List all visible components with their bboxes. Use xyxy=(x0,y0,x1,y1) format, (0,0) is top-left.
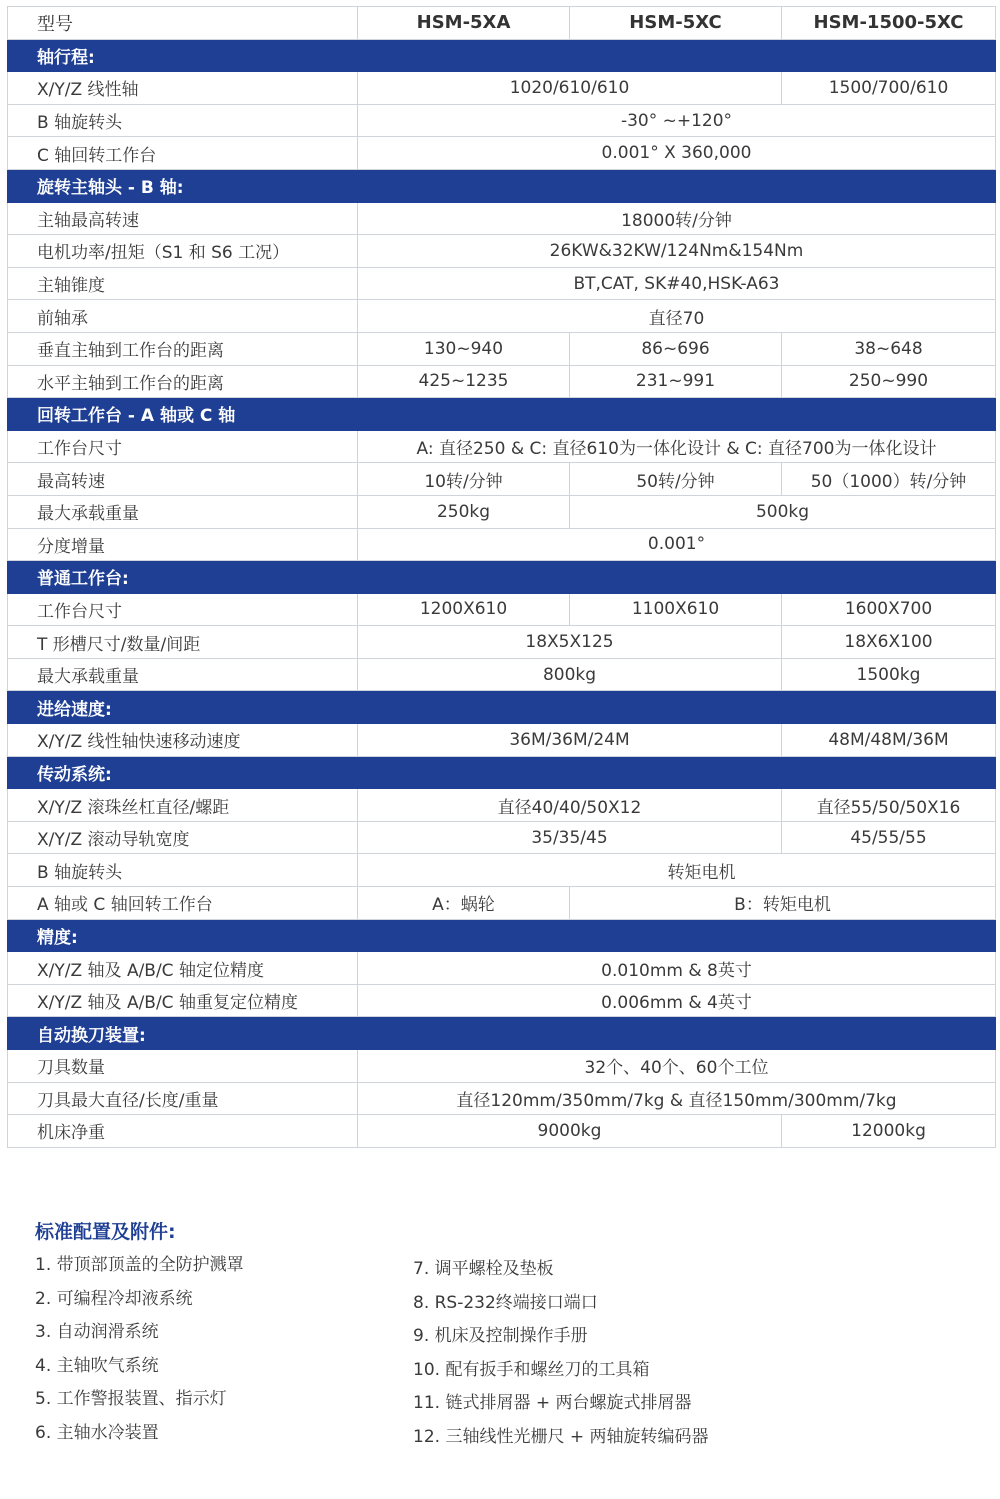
spec-table xyxy=(7,6,996,1148)
row-value: 18X6X100 xyxy=(782,626,996,659)
table-row xyxy=(8,463,996,496)
row-value: 26KW&32KW/124Nm&154Nm xyxy=(358,235,996,268)
header-row xyxy=(8,7,996,40)
section-title: 自动换刀装置: xyxy=(8,1017,996,1050)
table-row xyxy=(8,430,996,463)
list-item: 12. 三轴线性光栅尺 + 两轴旋转编码器 xyxy=(413,1426,709,1447)
row-value: 直径40/40/50X12 xyxy=(358,789,782,822)
row-value: 130~940 xyxy=(358,332,570,365)
row-label: X/Y/Z 滚动导轨宽度 xyxy=(8,821,358,854)
row-label: 刀具数量 xyxy=(8,1050,358,1083)
row-label: 最高转速 xyxy=(8,463,358,496)
table-row xyxy=(8,528,996,561)
row-value: A: 直径250 & C: 直径610为一体化设计 & C: 直径700为一体化设计 xyxy=(358,430,996,463)
model-hsm-1500-5xc: HSM-1500-5XC xyxy=(782,7,996,40)
model-hsm-5xc: HSM-5XC xyxy=(570,7,782,40)
table-row xyxy=(8,658,996,691)
list-item: 2. 可编程冷却液系统 xyxy=(35,1288,193,1309)
section-title: 旋转主轴头 - B 轴: xyxy=(8,169,996,202)
row-value: 250kg xyxy=(358,495,570,528)
row-label: X/Y/Z 线性轴快速移动速度 xyxy=(8,724,358,757)
table-row xyxy=(8,300,996,333)
table-row xyxy=(8,1115,996,1148)
row-label: 主轴最高转速 xyxy=(8,202,358,235)
table-row xyxy=(8,495,996,528)
section-axis-travel xyxy=(8,39,996,72)
row-value: 0.006mm & 4英寸 xyxy=(358,984,996,1017)
accessories-list-right xyxy=(413,1254,709,1455)
accessories-title: 标准配置及附件: xyxy=(35,1221,176,1243)
section-atc xyxy=(8,1017,996,1050)
list-item: 8. RS-232终端接口端口 xyxy=(413,1292,598,1313)
row-value: 1020/610/610 xyxy=(358,72,782,105)
table-row xyxy=(8,724,996,757)
row-label: X/Y/Z 轴及 A/B/C 轴重复定位精度 xyxy=(8,984,358,1017)
row-value: 1500/700/610 xyxy=(782,72,996,105)
row-value: 0.001° X 360,000 xyxy=(358,137,996,170)
table-row xyxy=(8,952,996,985)
model-label: 型号 xyxy=(8,7,358,40)
row-value: 直径55/50/50X16 xyxy=(782,789,996,822)
list-item: 4. 主轴吹气系统 xyxy=(35,1355,159,1376)
row-label: 垂直主轴到工作台的距离 xyxy=(8,332,358,365)
row-label: T 形槽尺寸/数量/间距 xyxy=(8,626,358,659)
section-drive xyxy=(8,756,996,789)
row-value: 18X5X125 xyxy=(358,626,782,659)
row-label: X/Y/Z 轴及 A/B/C 轴定位精度 xyxy=(8,952,358,985)
section-title: 回转工作台 - A 轴或 C 轴 xyxy=(8,398,996,431)
list-item: 11. 链式排屑器 + 两台螺旋式排屑器 xyxy=(413,1393,692,1413)
list-item: 1. 带顶部顶盖的全防护溅罩 xyxy=(35,1255,244,1275)
table-row xyxy=(8,72,996,105)
table-row xyxy=(8,887,996,920)
section-title: 进给速度: xyxy=(8,691,996,724)
row-label: X/Y/Z 滚珠丝杠直径/螺距 xyxy=(8,789,358,822)
row-value: 9000kg xyxy=(358,1115,782,1148)
row-label: 电机功率/扭矩（S1 和 S6 工况） xyxy=(8,235,358,268)
row-value: 35/35/45 xyxy=(358,821,782,854)
list-item: 3. 自动润滑系统 xyxy=(35,1322,159,1342)
list-item: 6. 主轴水冷装置 xyxy=(35,1422,159,1443)
row-label: 最大承载重量 xyxy=(8,495,358,528)
table-row xyxy=(8,137,996,170)
table-row xyxy=(8,365,996,398)
section-table xyxy=(8,561,996,594)
row-label: 主轴锥度 xyxy=(8,267,358,300)
row-label: 前轴承 xyxy=(8,300,358,333)
row-value: 直径70 xyxy=(358,300,996,333)
row-label: 水平主轴到工作台的距离 xyxy=(8,365,358,398)
row-label: B 轴旋转头 xyxy=(8,854,358,887)
row-value: -30° ~+120° xyxy=(358,104,996,137)
row-value: 250~990 xyxy=(782,365,996,398)
table-row xyxy=(8,104,996,137)
section-rotary-table xyxy=(8,398,996,431)
row-value: 18000转/分钟 xyxy=(358,202,996,235)
row-value: 38~648 xyxy=(782,332,996,365)
row-value: 转矩电机 xyxy=(358,854,996,887)
model-hsm-5xa: HSM-5XA xyxy=(358,7,570,40)
row-label: 工作台尺寸 xyxy=(8,430,358,463)
table-row xyxy=(8,332,996,365)
table-row xyxy=(8,821,996,854)
row-value: 48M/48M/36M xyxy=(782,724,996,757)
row-value: 32个、40个、60个工位 xyxy=(358,1050,996,1083)
row-value: 10转/分钟 xyxy=(358,463,570,496)
row-value: B：转矩电机 xyxy=(570,887,996,920)
row-label: 机床净重 xyxy=(8,1115,358,1148)
row-value: BT,CAT, SK#40,HSK-A63 xyxy=(358,267,996,300)
row-label: B 轴旋转头 xyxy=(8,104,358,137)
section-spindle xyxy=(8,169,996,202)
row-label: 分度增量 xyxy=(8,528,358,561)
table-row xyxy=(8,235,996,268)
row-value: 1500kg xyxy=(782,658,996,691)
row-value: 50（1000）转/分钟 xyxy=(782,463,996,496)
section-accuracy xyxy=(8,919,996,952)
list-item: 5. 工作警报装置、指示灯 xyxy=(35,1389,227,1409)
row-label: 最大承载重量 xyxy=(8,658,358,691)
row-value: 36M/36M/24M xyxy=(358,724,782,757)
row-label: C 轴回转工作台 xyxy=(8,137,358,170)
section-title: 精度: xyxy=(8,919,996,952)
row-value: A：蜗轮 xyxy=(358,887,570,920)
row-value: 0.001° xyxy=(358,528,996,561)
table-row xyxy=(8,593,996,626)
section-feed xyxy=(8,691,996,724)
row-value: 500kg xyxy=(570,495,996,528)
list-item: 9. 机床及控制操作手册 xyxy=(413,1326,588,1346)
accessories-list-left xyxy=(35,1250,244,1451)
row-value: 1100X610 xyxy=(570,593,782,626)
row-value: 231~991 xyxy=(570,365,782,398)
row-value: 0.010mm & 8英寸 xyxy=(358,952,996,985)
table-row xyxy=(8,202,996,235)
table-row xyxy=(8,1082,996,1115)
row-label: X/Y/Z 线性轴 xyxy=(8,72,358,105)
row-value: 86~696 xyxy=(570,332,782,365)
row-value: 1600X700 xyxy=(782,593,996,626)
list-item: 7. 调平螺栓及垫板 xyxy=(413,1259,554,1279)
list-item: 10. 配有扳手和螺丝刀的工具箱 xyxy=(413,1359,650,1380)
row-value: 直径120mm/350mm/7kg & 直径150mm/300mm/7kg xyxy=(358,1082,996,1115)
section-title: 传动系统: xyxy=(8,756,996,789)
row-value: 45/55/55 xyxy=(782,821,996,854)
row-label: 工作台尺寸 xyxy=(8,593,358,626)
section-title: 普通工作台: xyxy=(8,561,996,594)
row-value: 1200X610 xyxy=(358,593,570,626)
row-label: A 轴或 C 轴回转工作台 xyxy=(8,887,358,920)
table-row xyxy=(8,789,996,822)
row-value: 50转/分钟 xyxy=(570,463,782,496)
table-row xyxy=(8,984,996,1017)
section-title: 轴行程: xyxy=(8,39,996,72)
row-value: 800kg xyxy=(358,658,782,691)
table-row xyxy=(8,854,996,887)
row-value: 12000kg xyxy=(782,1115,996,1148)
row-label: 刀具最大直径/长度/重量 xyxy=(8,1082,358,1115)
row-value: 425~1235 xyxy=(358,365,570,398)
table-row xyxy=(8,267,996,300)
table-row xyxy=(8,626,996,659)
table-row xyxy=(8,1050,996,1083)
